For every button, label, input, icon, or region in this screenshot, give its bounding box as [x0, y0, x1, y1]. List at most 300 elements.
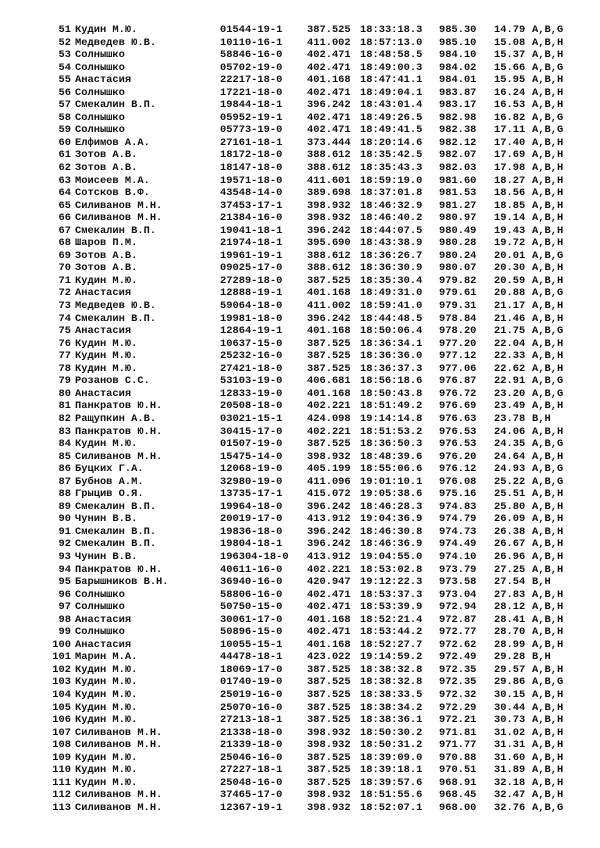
coefficient: 21.17 [494, 300, 526, 313]
ring-code: 27421-18-0 [220, 362, 283, 375]
distance: 423.022 [307, 651, 351, 664]
ring-code: 12833-19-0 [220, 387, 283, 400]
coefficient: 23.49 [494, 400, 526, 413]
arrival-time: 18:37:01.8 [360, 187, 423, 200]
speed: 983.17 [439, 99, 477, 112]
arrival-time: 18:53:02.8 [360, 563, 423, 576]
distance: 402.471 [307, 111, 351, 124]
distance: 388.612 [307, 262, 351, 275]
arrival-time: 18:43:01.4 [360, 99, 423, 112]
speed: 972.62 [439, 638, 477, 651]
speed: 974.10 [439, 550, 477, 563]
speed: 973.58 [439, 576, 477, 589]
row-number: 83 [58, 425, 71, 438]
table-row [43, 175, 583, 188]
group-list: A,B,H [532, 49, 564, 62]
coefficient: 28.41 [494, 613, 526, 626]
speed: 973.79 [439, 563, 477, 576]
group-list: A,B,H [532, 525, 564, 538]
owner-name: Панкратов Ю.Н. [75, 425, 163, 438]
table-row [43, 162, 583, 175]
distance: 402.221 [307, 563, 351, 576]
table-row [43, 589, 583, 602]
table-row [43, 149, 583, 162]
distance: 402.471 [307, 86, 351, 99]
row-number: 69 [58, 249, 71, 262]
coefficient: 27.83 [494, 588, 526, 601]
speed: 972.87 [439, 613, 477, 626]
coefficient: 29.28 [494, 651, 526, 664]
owner-name: Моисеев М.А. [75, 174, 150, 187]
speed: 975.16 [439, 488, 477, 501]
ring-code: 25019-16-0 [220, 688, 283, 701]
coefficient: 18.56 [494, 187, 526, 200]
speed: 972.49 [439, 651, 477, 664]
owner-name: Чунин В.В. [75, 513, 138, 526]
speed: 982.38 [439, 124, 477, 137]
speed: 970.88 [439, 751, 477, 764]
coefficient: 32.76 [494, 801, 526, 814]
owner-name: Елфимов А.А. [75, 136, 150, 149]
ring-code: 196304-18-0 [220, 550, 289, 563]
owner-name: Кудин М.Ю. [75, 764, 138, 777]
coefficient: 31.89 [494, 764, 526, 777]
ring-code: 27213-18-1 [220, 714, 283, 727]
row-number: 91 [58, 525, 71, 538]
distance: 387.525 [307, 350, 351, 363]
ring-code: 22217-18-0 [220, 74, 283, 87]
coefficient: 17.11 [494, 124, 526, 137]
distance: 401.168 [307, 613, 351, 626]
table-row [43, 275, 583, 288]
ring-code: 21974-18-1 [220, 237, 283, 250]
coefficient: 18.27 [494, 174, 526, 187]
row-number: 55 [58, 74, 71, 87]
speed: 976.63 [439, 412, 477, 425]
owner-name: Медведев Ю.В. [75, 300, 157, 313]
ring-code: 50896-15-0 [220, 626, 283, 639]
table-row [43, 651, 583, 664]
group-list: B,H [532, 576, 551, 589]
coefficient: 29.86 [494, 676, 526, 689]
coefficient: 28.70 [494, 626, 526, 639]
row-number: 86 [58, 463, 71, 476]
arrival-time: 18:53:37.3 [360, 588, 423, 601]
ring-code: 25048-16-0 [220, 776, 283, 789]
speed: 983.87 [439, 86, 477, 99]
owner-name: Анастасия [75, 74, 132, 87]
table-row [43, 287, 583, 300]
group-list: A,B,H [532, 764, 564, 777]
speed: 977.20 [439, 337, 477, 350]
speed: 982.07 [439, 149, 477, 162]
arrival-time: 18:36:26.7 [360, 249, 423, 262]
group-list: A,B,H [532, 362, 564, 375]
table-row [43, 49, 583, 62]
arrival-time: 18:56:18.6 [360, 375, 423, 388]
owner-name: Анастасия [75, 613, 132, 626]
ring-code: 10055-15-1 [220, 638, 283, 651]
coefficient: 22.62 [494, 362, 526, 375]
table-row [43, 137, 583, 150]
distance: 387.525 [307, 24, 351, 36]
arrival-time: 18:38:32.8 [360, 663, 423, 676]
distance: 398.932 [307, 789, 351, 802]
speed: 976.20 [439, 450, 477, 463]
ring-code: 59064-18-0 [220, 300, 283, 313]
row-number: 90 [58, 513, 71, 526]
ring-code: 43548-14-0 [220, 187, 283, 200]
row-number: 95 [58, 576, 71, 589]
owner-name: Буцких Г.А. [75, 463, 144, 476]
group-list: A,B,G [532, 801, 564, 814]
owner-name: Марин М.А. [75, 651, 138, 664]
speed: 968.00 [439, 801, 477, 814]
arrival-time: 18:20:14.6 [360, 136, 423, 149]
arrival-time: 18:44:48.5 [360, 312, 423, 325]
coefficient: 21.46 [494, 312, 526, 325]
distance: 387.525 [307, 362, 351, 375]
row-number: 53 [58, 49, 71, 62]
group-list: A,B,G [532, 438, 564, 451]
speed: 977.12 [439, 350, 477, 363]
distance: 387.525 [307, 714, 351, 727]
row-number: 100 [52, 638, 71, 651]
table-row [43, 777, 583, 790]
arrival-time: 18:35:42.5 [360, 149, 423, 162]
arrival-time: 18:48:58.5 [360, 49, 423, 62]
owner-name: Шаров П.М. [75, 237, 138, 250]
coefficient: 16.82 [494, 111, 526, 124]
row-number: 63 [58, 174, 71, 187]
speed: 980.28 [439, 237, 477, 250]
owner-name: Панкратов Ю.Н. [75, 563, 163, 576]
ring-code: 03021-15-1 [220, 412, 283, 425]
row-number: 111 [52, 776, 71, 789]
ring-code: 01544-19-1 [220, 24, 283, 36]
ring-code: 05773-19-0 [220, 124, 283, 137]
owner-name: Чунин В.В. [75, 550, 138, 563]
table-row [43, 438, 583, 451]
group-list: A,B,H [532, 237, 564, 250]
owner-name: Кудин М.Ю. [75, 714, 138, 727]
ring-code: 37465-17-0 [220, 789, 283, 802]
speed: 976.12 [439, 463, 477, 476]
distance: 402.471 [307, 61, 351, 74]
arrival-time: 18:52:21.4 [360, 613, 423, 626]
distance: 387.525 [307, 438, 351, 451]
arrival-time: 19:12:22.3 [360, 576, 423, 589]
owner-name: Смекалин В.П. [75, 500, 157, 513]
row-number: 80 [58, 387, 71, 400]
speed: 981.53 [439, 187, 477, 200]
table-row [43, 300, 583, 313]
coefficient: 23.78 [494, 412, 526, 425]
table-row [43, 739, 583, 752]
ring-code: 27289-18-0 [220, 274, 283, 287]
table-row [43, 664, 583, 677]
ring-code: 58846-16-0 [220, 49, 283, 62]
arrival-time: 18:49:04.1 [360, 86, 423, 99]
owner-name: Анастасия [75, 387, 132, 400]
speed: 984.02 [439, 61, 477, 74]
distance: 373.444 [307, 136, 351, 149]
arrival-time: 18:39:57.6 [360, 776, 423, 789]
arrival-time: 18:52:27.7 [360, 638, 423, 651]
table-row [43, 789, 583, 802]
coefficient: 15.66 [494, 61, 526, 74]
coefficient: 24.64 [494, 450, 526, 463]
ring-code: 50750-15-0 [220, 601, 283, 614]
arrival-time: 18:49:41.5 [360, 124, 423, 137]
ring-code: 19571-18-0 [220, 174, 283, 187]
coefficient: 20.88 [494, 287, 526, 300]
arrival-time: 18:57:13.0 [360, 36, 423, 49]
table-row [43, 551, 583, 564]
table-row [43, 363, 583, 376]
group-list: A,B,H [532, 613, 564, 626]
speed: 968.45 [439, 789, 477, 802]
arrival-time: 18:38:33.5 [360, 688, 423, 701]
group-list: A,B,H [532, 500, 564, 513]
table-row [43, 614, 583, 627]
distance: 387.525 [307, 688, 351, 701]
table-row [43, 112, 583, 125]
table-row [43, 676, 583, 689]
ring-code: 36940-16-0 [220, 576, 283, 589]
distance: 401.168 [307, 287, 351, 300]
group-list: A,B,H [532, 136, 564, 149]
ring-code: 25232-16-0 [220, 350, 283, 363]
owner-name: Смекалин В.П. [75, 312, 157, 325]
coefficient: 26.96 [494, 550, 526, 563]
table-row [43, 426, 583, 439]
ring-code: 19804-18-1 [220, 538, 283, 551]
coefficient: 31.31 [494, 739, 526, 752]
owner-name: Кудин М.Ю. [75, 337, 138, 350]
row-number: 51 [58, 24, 71, 36]
row-number: 110 [52, 764, 71, 777]
table-row [43, 752, 583, 765]
speed: 981.60 [439, 174, 477, 187]
owner-name: Анастасия [75, 638, 132, 651]
table-row [43, 250, 583, 263]
table-row [43, 325, 583, 338]
group-list: A,B,H [532, 312, 564, 325]
coefficient: 19.43 [494, 224, 526, 237]
arrival-time: 18:38:32.8 [360, 676, 423, 689]
ring-code: 19844-18-1 [220, 99, 283, 112]
arrival-time: 18:46:40.2 [360, 212, 423, 225]
group-list: A,B,H [532, 199, 564, 212]
ring-code: 19961-19-1 [220, 249, 283, 262]
coefficient: 28.12 [494, 601, 526, 614]
arrival-time: 18:47:41.1 [360, 74, 423, 87]
arrival-time: 18:36:50.3 [360, 438, 423, 451]
distance: 401.168 [307, 638, 351, 651]
distance: 413.912 [307, 550, 351, 563]
ring-code: 15475-14-0 [220, 450, 283, 463]
owner-name: Сотсков В.Ф. [75, 187, 150, 200]
owner-name: Солнышко [75, 49, 125, 62]
distance: 388.612 [307, 149, 351, 162]
group-list: A,B,H [532, 688, 564, 701]
owner-name: Солнышко [75, 588, 125, 601]
table-row [43, 488, 583, 501]
distance: 396.242 [307, 224, 351, 237]
coefficient: 24.06 [494, 425, 526, 438]
table-row [43, 538, 583, 551]
ring-code: 18172-18-0 [220, 149, 283, 162]
table-row [43, 513, 583, 526]
arrival-time: 18:39:18.1 [360, 764, 423, 777]
table-row [43, 476, 583, 489]
speed: 972.35 [439, 676, 477, 689]
arrival-time: 19:04:36.9 [360, 513, 423, 526]
coefficient: 20.01 [494, 249, 526, 262]
group-list: A,B,H [532, 513, 564, 526]
row-number: 78 [58, 362, 71, 375]
owner-name: Анастасия [75, 325, 132, 338]
distance: 424.098 [307, 412, 351, 425]
ring-code: 05702-19-0 [220, 61, 283, 74]
distance: 387.525 [307, 663, 351, 676]
owner-name: Кудин М.Ю. [75, 776, 138, 789]
row-number: 94 [58, 563, 71, 576]
row-number: 82 [58, 412, 71, 425]
row-number: 65 [58, 199, 71, 212]
row-number: 105 [52, 701, 71, 714]
arrival-time: 18:53:39.9 [360, 601, 423, 614]
ring-code: 09025-17-0 [220, 262, 283, 275]
coefficient: 17.98 [494, 162, 526, 175]
arrival-time: 18:50:31.2 [360, 739, 423, 752]
speed: 974.73 [439, 525, 477, 538]
ring-code: 30415-17-0 [220, 425, 283, 438]
distance: 402.471 [307, 626, 351, 639]
speed: 971.77 [439, 739, 477, 752]
speed: 973.04 [439, 588, 477, 601]
row-number: 109 [52, 751, 71, 764]
ring-code: 20019-17-0 [220, 513, 283, 526]
table-row [43, 714, 583, 727]
coefficient: 30.15 [494, 688, 526, 701]
arrival-time: 18:46:28.3 [360, 500, 423, 513]
table-row [43, 501, 583, 514]
owner-name: Кудин М.Ю. [75, 274, 138, 287]
group-list: A,B,H [532, 701, 564, 714]
owner-name: Зотов А.В. [75, 249, 138, 262]
ring-code: 10637-15-0 [220, 337, 283, 350]
coefficient: 26.38 [494, 525, 526, 538]
row-number: 93 [58, 550, 71, 563]
coefficient: 31.02 [494, 726, 526, 739]
group-list: B,H [532, 651, 551, 664]
distance: 411.002 [307, 300, 351, 313]
distance: 405.199 [307, 463, 351, 476]
owner-name: Кудин М.Ю. [75, 438, 138, 451]
coefficient: 22.33 [494, 350, 526, 363]
speed: 976.08 [439, 475, 477, 488]
owner-name: Зотов А.В. [75, 262, 138, 275]
arrival-time: 19:01:10.1 [360, 475, 423, 488]
owner-name: Солнышко [75, 111, 125, 124]
arrival-time: 18:38:36.1 [360, 714, 423, 727]
group-list: A,B,H [532, 350, 564, 363]
speed: 984.10 [439, 49, 477, 62]
arrival-time: 18:43:38.9 [360, 237, 423, 250]
owner-name: Кудин М.Ю. [75, 751, 138, 764]
distance: 396.242 [307, 525, 351, 538]
speed: 972.29 [439, 701, 477, 714]
arrival-time: 18:36:34.1 [360, 337, 423, 350]
coefficient: 16.53 [494, 99, 526, 112]
ring-code: 18069-17-0 [220, 663, 283, 676]
distance: 401.168 [307, 387, 351, 400]
group-list: A,B,G [532, 124, 564, 137]
table-row [43, 99, 583, 112]
ring-code: 19041-18-1 [220, 224, 283, 237]
table-row [43, 689, 583, 702]
group-list: B,H [532, 412, 551, 425]
ring-code: 27227-18-1 [220, 764, 283, 777]
distance: 395.690 [307, 237, 351, 250]
row-number: 58 [58, 111, 71, 124]
group-list: A,B,H [532, 638, 564, 651]
owner-name: Зотов А.В. [75, 149, 138, 162]
group-list: A,B,H [532, 714, 564, 727]
row-number: 98 [58, 613, 71, 626]
owner-name: Бубнов А.М. [75, 475, 144, 488]
group-list: A,B,G [532, 676, 564, 689]
row-number: 64 [58, 187, 71, 200]
row-number: 57 [58, 99, 71, 112]
group-list: A,B,H [532, 450, 564, 463]
row-number: 88 [58, 488, 71, 501]
speed: 980.97 [439, 212, 477, 225]
group-list: A,B,H [532, 776, 564, 789]
row-number: 99 [58, 626, 71, 639]
speed: 977.06 [439, 362, 477, 375]
ring-code: 13735-17-1 [220, 488, 283, 501]
ring-code: 12864-19-1 [220, 325, 283, 338]
ring-code: 58806-16-0 [220, 588, 283, 601]
speed: 980.49 [439, 224, 477, 237]
arrival-time: 18:35:30.4 [360, 274, 423, 287]
arrival-time: 18:44:07.5 [360, 224, 423, 237]
ring-code: 17221-18-0 [220, 86, 283, 99]
arrival-time: 18:49:31.0 [360, 287, 423, 300]
row-number: 74 [58, 312, 71, 325]
coefficient: 22.91 [494, 375, 526, 388]
ring-code: 53103-19-0 [220, 375, 283, 388]
speed: 980.24 [439, 249, 477, 262]
arrival-time: 18:52:07.1 [360, 801, 423, 814]
group-list: A,B,G [532, 61, 564, 74]
group-list: A,B,H [532, 400, 564, 413]
owner-name: Солнышко [75, 124, 125, 137]
ring-code: 20508-18-0 [220, 400, 283, 413]
group-list: A,B,H [532, 663, 564, 676]
table-row [43, 124, 583, 137]
table-row [43, 37, 583, 50]
distance: 415.072 [307, 488, 351, 501]
row-number: 89 [58, 500, 71, 513]
owner-name: Солнышко [75, 626, 125, 639]
table-row [43, 237, 583, 250]
arrival-time: 18:51:55.6 [360, 789, 423, 802]
row-number: 52 [58, 36, 71, 49]
